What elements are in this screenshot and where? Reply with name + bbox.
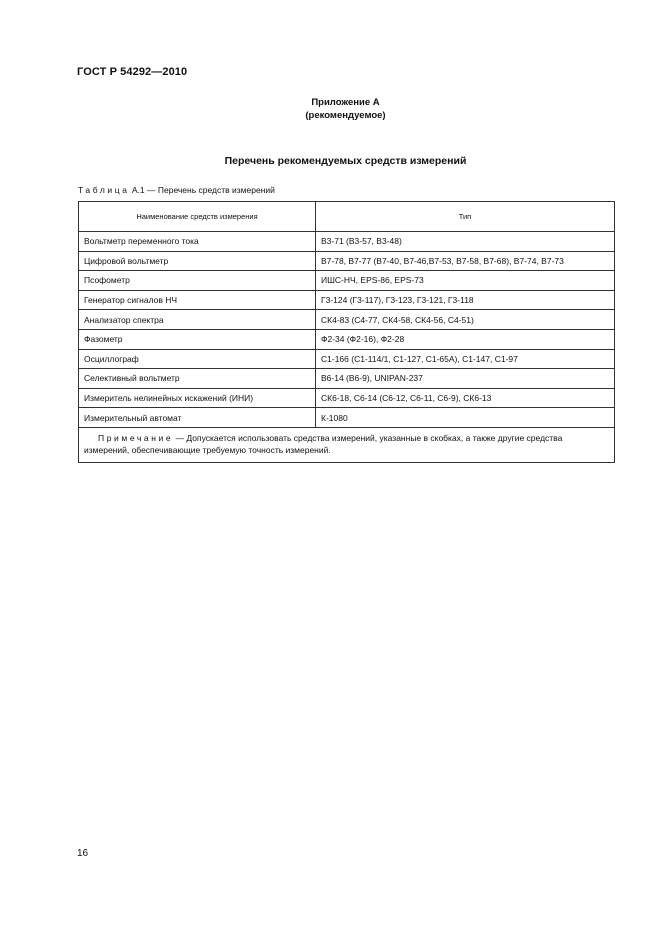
instrument-name: Цифровой вольтметр [79,251,316,271]
appendix-title: Приложение А [311,97,380,108]
instrument-name: Селективный вольтметр [79,369,316,389]
standard-code: ГОСТ Р 54292—2010 [77,66,188,78]
instrument-name: Фазометр [79,329,316,349]
page-number: 16 [77,848,89,859]
table-row [79,232,615,252]
appendix-subtitle: (рекомендуемое) [305,110,386,121]
instrument-type: С1-166 (С1-114/1, С1-127, С1-65А), С1-147, С1-97 [316,349,615,369]
instrument-type: СК6-18, С6-14 (С6-12, С6-11, С6-9), СК6-13 [316,388,615,408]
instrument-type: В6-14 (В6-9), UNIPAN-237 [316,369,615,389]
table-row [79,388,615,408]
table-note [79,427,615,462]
table-row [79,349,615,369]
table-row [79,408,615,428]
instrument-name: Измерительный автомат [79,408,316,428]
instrument-name: Генератор сигналов НЧ [79,290,316,310]
instrument-name: Вольтметр переменного тока [79,232,316,252]
instrument-name: Осциллограф [79,349,316,369]
table-caption-label: Таблица [78,185,130,195]
table-row [79,251,615,271]
table-caption-text: А.1 — Перечень средств измерений [129,185,275,195]
instrument-name: Измеритель нелинейных искажений (ИНИ) [79,388,316,408]
table-caption [78,185,275,195]
column-header-type: Тип [316,202,615,232]
instrument-type: Ф2-34 (Ф2-16), Ф2-28 [316,329,615,349]
instrument-type: ИШС-НЧ, EPS-86, EPS-73 [316,271,615,291]
table-header-row [79,202,615,232]
instrument-type: К-1080 [316,408,615,428]
appendix-heading [0,96,661,122]
note-text: — Допускается использовать средства измерений, указанные в скобках, а также другие средства измерений, обеспечивающие требуемую точность измерений. [84,433,563,455]
column-header-name: Наименование средств измерения [79,202,316,232]
table-row [79,329,615,349]
instrument-type: Г3-124 (Г3-117), Г3-123, Г3-121, Г3-118 [316,290,615,310]
table-row [79,310,615,330]
instrument-name: Псофометр [79,271,316,291]
instruments-table [78,201,615,463]
table-row [79,290,615,310]
instrument-name: Анализатор спектра [79,310,316,330]
instrument-type: В7-78, В7-77 (В7-40, В7-46,В7-53, В7-58, В7-68), В7-74, В7-73 [316,251,615,271]
table-row [79,271,615,291]
section-title [0,155,661,167]
section-title-text: Перечень рекомендуемых средств измерений [224,155,467,167]
note-label: Примечание [98,433,174,444]
instrument-type: В3-71 (В3-57, В3-48) [316,232,615,252]
table-row [79,369,615,389]
instrument-type: СК4-83 (С4-77, СК4-58, СК4-56, С4-51) [316,310,615,330]
table-note-row [79,427,615,462]
